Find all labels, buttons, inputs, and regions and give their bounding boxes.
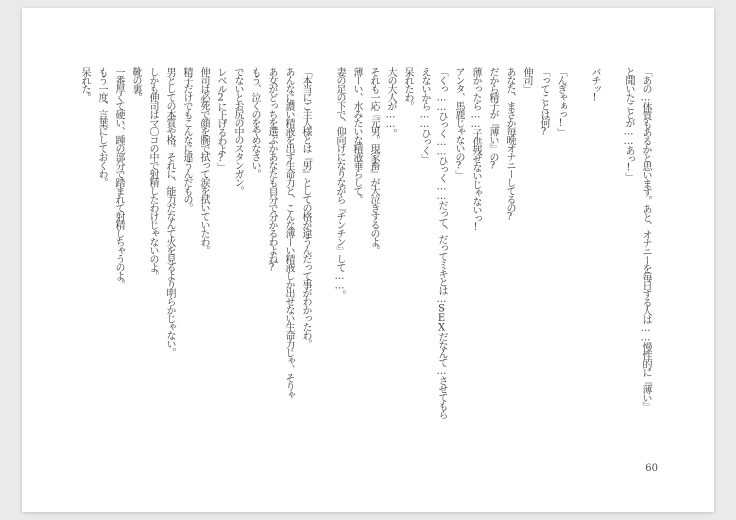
text-column: あんなに濃い精液を出す生命力と、こんな薄ーい精液しか出せない生命力じゃ、そりゃ — [283, 67, 294, 399]
text-column: 男としての本質や格。それに、能力だなんて火を見るより明らかじゃない。 — [164, 67, 175, 356]
text-column: 薄ーい、水みたいな精液垂らして。 — [351, 67, 362, 203]
text-column: レベル2に上げるわよ?」 — [215, 67, 226, 171]
text-column: 「んぎゃぁっ!」 — [555, 67, 566, 136]
text-column: しかも伸司はマ〇コの中で射精したわけじゃないのよ。 — [147, 67, 158, 280]
text-column: 精子だけでもこんなに違うんだもの。 — [181, 67, 192, 212]
text-column: アンタ、馬鹿じゃないの?」 — [453, 67, 464, 179]
blank-column — [603, 67, 620, 419]
text-column: 靴の裏。 — [130, 67, 141, 101]
text-column: 妻の足の下で、仰向けになりながら『チンチン』して……。 — [334, 67, 345, 299]
text-column: 一番厚くて硬い、踵の部分で踏まれて射精しちゃうのよ。 — [113, 67, 124, 288]
text-column: 呆れたわ。 — [402, 67, 413, 110]
text-column: でないとお尻の中のスタンガン。 — [232, 67, 243, 195]
text-column: だから精子が『薄い』の? — [487, 67, 498, 170]
text-column: 「ってことは何? — [538, 67, 549, 136]
text-column: 呆れた。 — [79, 67, 90, 101]
text-column: 伸司」 — [521, 67, 532, 93]
blank-column — [314, 67, 331, 419]
book-page — [22, 8, 714, 512]
text-column: 「あの…体質もあるかと思います。あと、オナニーを毎日する人は……慢性的に『薄い』 — [640, 67, 651, 410]
blank-column — [569, 67, 586, 419]
text-column: 「くっ……ひっく……ひっく……だって、だってミキとは…SEXだなんて…させてもら — [436, 67, 447, 418]
text-column: バチッ! — [589, 67, 600, 102]
text-column: それも一応『元男。現家畜』が大泣きするのよ。 — [368, 67, 379, 254]
text-column: もう、泣くのをやめなさい。 — [249, 67, 260, 178]
text-column: あなた、まさか毎晩オナニーしてるの? — [504, 67, 515, 221]
text-column: 伸司は必死で顔を腕で拭って涙を拭いていたわ。 — [198, 67, 209, 254]
page-number: 60 — [645, 463, 658, 474]
text-column: 薄かったら……子供残せないじゃないっ! — [470, 67, 481, 232]
text-column: 大の大人が……。 — [385, 67, 396, 137]
text-column: あ女がどっちを選ぶかあなたも自分で分かるわよね? — [266, 67, 277, 272]
text-column: えないから……ひっく」 — [419, 67, 430, 163]
vertical-text-block — [76, 67, 654, 419]
text-column: 「本当にご主人様とは『男』としての格が違うんだって事がわかったわ。 — [300, 67, 311, 348]
text-column: もう一度、言葉にしておくわ。 — [96, 67, 107, 186]
text-column: と聞いたことが……あっ!」 — [623, 67, 634, 181]
